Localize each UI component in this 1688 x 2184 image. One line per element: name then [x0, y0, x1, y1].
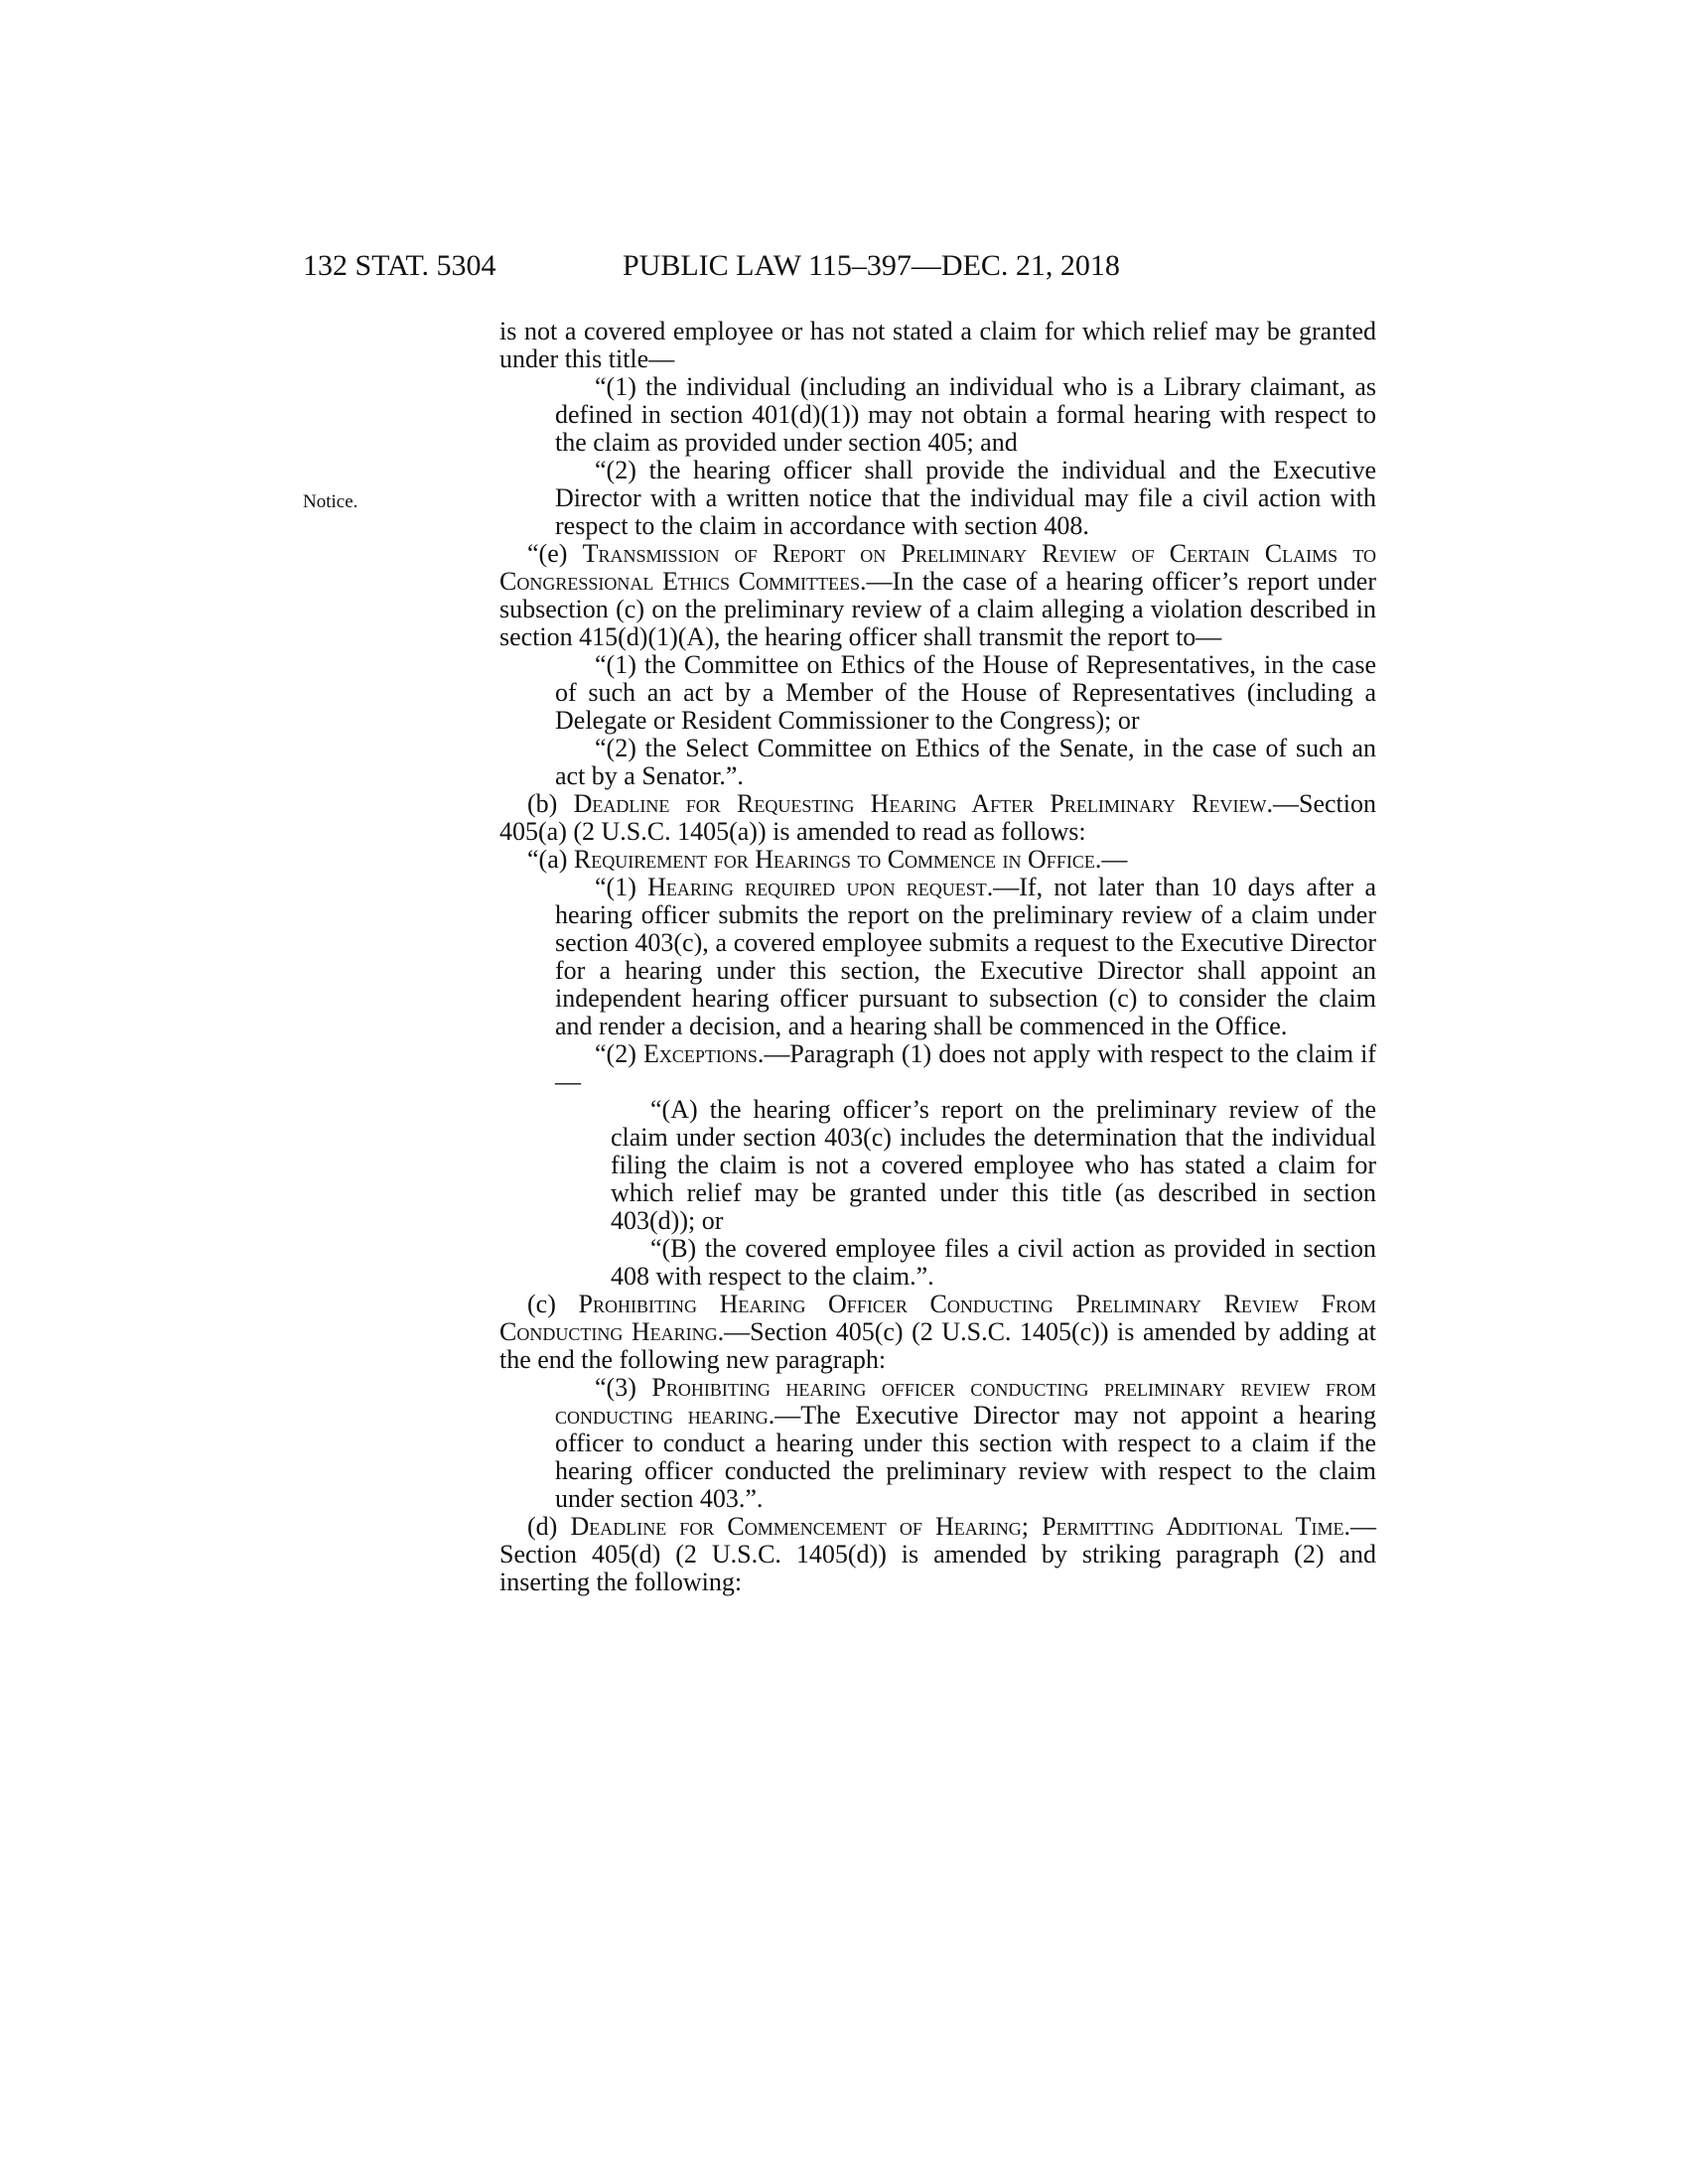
page-header	[303, 246, 1216, 286]
quoted-paragraph-3-number: “(3)	[595, 1373, 652, 1402]
quoted-paragraph-1-text: —If, not later than 10 days after a hearing officer submits the report on the preliminary review of a claim under section 403(c), a covered employee submits a request to the Executive Director for a hearing under this section, the Executive Director shall appoint an independent hearing officer pursuant to subsection (c) to consider the claim and render a decision, and a hearing shall be commenced in the Office.	[555, 873, 1376, 1040]
subsection-c-heading: Prohibiting Hearing Officer Conducting Preliminary Review From Conducting Hearing.	[499, 1290, 1376, 1346]
paragraph-item-1: “(1) the individual (including an individual who is a Library claimant, as defined in section 401(d)(1)) may not obtain a formal hearing with respect to the claim as provided under section 405; and	[555, 372, 1376, 457]
subsection-b-text: —Section 405(a) (2 U.S.C. 1405(a)) is amended to read as follows:	[499, 789, 1376, 846]
quoted-subsection-a-number: “(a)	[527, 845, 574, 874]
quoted-paragraph-3-text: —The Executive Director may not appoint a hearing officer to conduct a hearing under this section with respect to a claim if the hearing officer conducted the preliminary review with respect to the claim under section 403.”.	[555, 1401, 1376, 1513]
quoted-paragraph-2-number: “(2)	[595, 1039, 643, 1068]
quoted-subparagraph-a: “(A) the hearing officer’s report on the preliminary review of the claim under section 403(c) includes the determination that the individual filing the claim is not a covered employee who has stated a claim for which relief may be granted under this title (as described in section 403(d)); or	[611, 1095, 1376, 1235]
paragraph-continuation: is not a covered employee or has not stated a claim for which relief may be granted under this title—	[499, 317, 1376, 373]
subsection-c	[499, 1291, 1376, 1374]
quoted-subsection-a-text: —	[1101, 845, 1128, 874]
margin-note-notice: Notice.	[303, 491, 358, 512]
subsection-c-number: (c)	[527, 1290, 579, 1318]
paragraph-e-1: “(1) the Committee on Ethics of the House of Representatives, in the case of such an act by a Member of the House of Representatives (including a Delegate or Resident Commissioner to the Congress); or	[555, 650, 1376, 735]
law-title: PUBLIC LAW 115–397—DEC. 21, 2018	[623, 249, 1120, 282]
subsection-e-text: —In the case of a hearing officer’s report under subsection (c) on the preliminary review of a claim alleging a violation described in section 415(d)(1)(A), the hearing officer shall transmit the report to—	[499, 567, 1376, 651]
subsection-e-heading: Transmission of Report on Preliminary Review of Certain Claims to Congressional Ethics Committees.	[499, 539, 1376, 596]
subsection-d	[499, 1513, 1376, 1596]
quoted-subsection-a-heading: Requirement for Hearings to Commence in Office.	[573, 845, 1102, 874]
document-body	[499, 318, 1376, 1596]
quoted-subsection-a	[499, 846, 1376, 874]
paragraph-item-2: “(2) the hearing officer shall provide the individual and the Executive Director with a written notice that the individual may file a civil action with respect to the claim in accordance with section 408.	[555, 456, 1376, 540]
subsection-e-number: “(e)	[527, 539, 583, 568]
subsection-d-heading: Deadline for Commencement of Hearing; Permitting Additional Time.	[570, 1512, 1350, 1541]
subsection-c-text: —Section 405(c) (2 U.S.C. 1405(c)) is amended by adding at the end the following new paragraph:	[499, 1317, 1376, 1374]
quoted-paragraph-3-heading: Prohibiting hearing officer conducting preliminary review from conducting hearing.	[555, 1373, 1376, 1430]
quoted-paragraph-1	[499, 874, 1376, 1040]
quoted-paragraph-2-text: —Paragraph (1) does not apply with respect to the claim if—	[555, 1039, 1377, 1096]
quoted-paragraph-2-heading: Exceptions.	[642, 1039, 765, 1068]
quoted-paragraph-1-heading: Hearing required upon request.	[647, 873, 994, 901]
quoted-paragraph-2	[499, 1040, 1376, 1096]
subsection-d-number: (d)	[527, 1512, 571, 1541]
subsection-b	[499, 790, 1376, 846]
subsection-d-text: —Section 405(d) (2 U.S.C. 1405(d)) is amended by striking paragraph (2) and inserting the following:	[499, 1512, 1376, 1596]
quoted-subparagraph-b: “(B) the covered employee files a civil action as provided in section 408 with respect to the claim.”.	[611, 1234, 1376, 1291]
subsection-e	[499, 540, 1376, 651]
quoted-paragraph-1-number: “(1)	[595, 873, 648, 901]
subsection-b-number: (b)	[527, 789, 574, 818]
paragraph-e-2: “(2) the Select Committee on Ethics of the Senate, in the case of such an act by a Senator.”.	[555, 734, 1376, 790]
quoted-paragraph-3	[499, 1374, 1376, 1513]
statute-page-reference: 132 STAT. 5304	[303, 249, 496, 282]
subsection-b-heading: Deadline for Requesting Hearing After Preliminary Review.	[573, 789, 1273, 818]
